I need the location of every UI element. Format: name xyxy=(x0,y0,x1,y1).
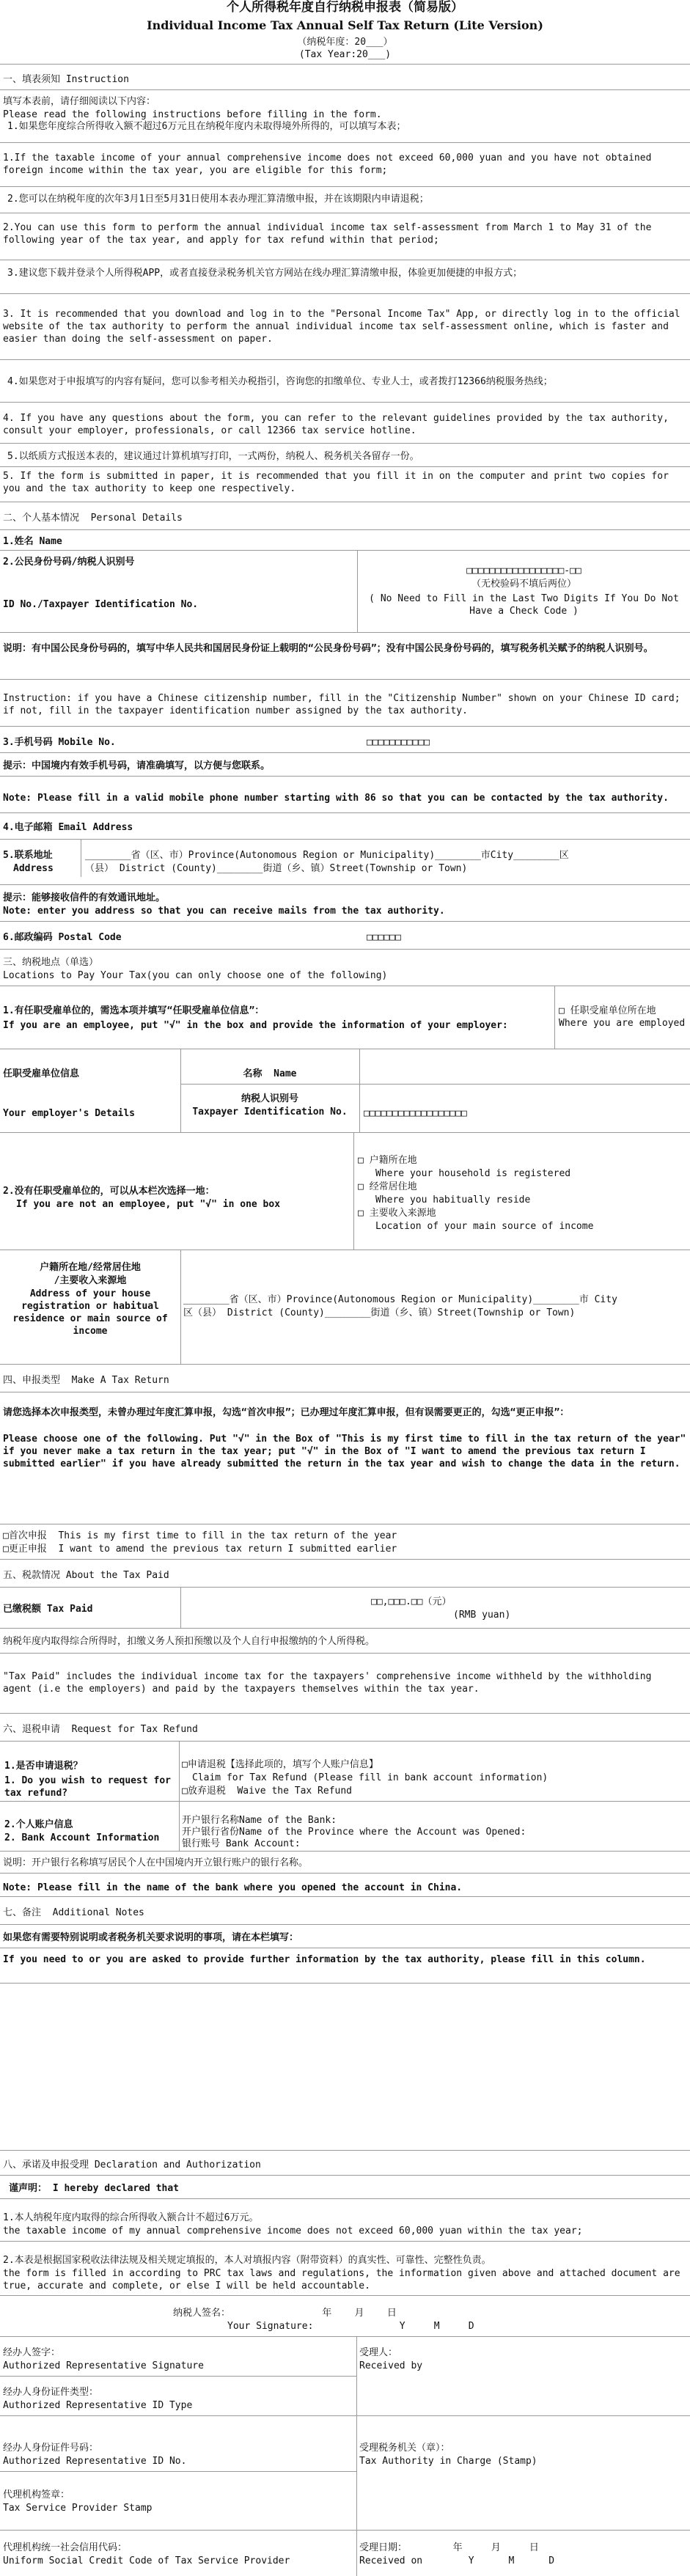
agent-id-no-en: Authorized Representative ID No. xyxy=(3,2456,187,2467)
mobile-label: 3.手机号码 Mobile No. xyxy=(3,737,116,748)
divider xyxy=(0,884,690,885)
household-registered-checkbox[interactable]: □ 户籍所在地 xyxy=(358,1155,417,1166)
divider xyxy=(0,142,690,143)
divider xyxy=(0,632,690,633)
divider xyxy=(0,2530,690,2531)
divider xyxy=(0,89,690,90)
declaration-1-en: the taxable income of my annual comprehensive income does not exceed 60,000 yuan within the tax year; xyxy=(3,2225,583,2236)
agent-id-type-en: Authorized Representative ID Type xyxy=(3,2400,193,2411)
divider xyxy=(353,1132,354,1250)
main-income-source-checkbox[interactable]: □ 主要收入来源地 xyxy=(358,1208,436,1219)
instruction-5-cn: 5.以纸质方式报送本表的，建议通过计算机填写打印，一式两份，纳税人、税务机关各留存一份。 xyxy=(7,451,419,462)
instruction-2-cn: 2.您可以在纳税年度的次年3月1日至5月31日使用本表办理汇算清缴申报，并在该期限内申请退税； xyxy=(7,194,429,205)
divider xyxy=(0,752,690,753)
divider xyxy=(179,1741,180,1851)
divider xyxy=(0,359,690,360)
divider xyxy=(0,529,690,530)
divider xyxy=(357,550,358,632)
bank-account-label-cn: 2.个人账户信息 xyxy=(4,1819,73,1830)
id-number-label-cn: 2.公民身份号码/纳税人识别号 xyxy=(3,557,135,568)
divider xyxy=(0,921,690,922)
divider xyxy=(0,1851,690,1852)
divider xyxy=(0,2198,690,2199)
divider xyxy=(0,1801,690,1802)
section-refund-heading: 六、退税申请 Request for Tax Refund xyxy=(3,1724,198,1735)
receiver-en: Received by xyxy=(359,2360,423,2371)
section-tax-location-heading-en: Locations to Pay Your Tax(you can only choose one of the following) xyxy=(3,970,388,981)
employer-info-label-en: Your employer's Details xyxy=(3,1108,136,1119)
id-number-note-en: ( No Need to Fill in the Last Two Digits If You Do Not Have a Check Code ) xyxy=(369,593,679,617)
declaration-2-cn: 2.本表是根据国家税收法律法规及相关规定填报的，本人对填报内容（附带资料）的真实性、可靠性、完整性负责。 xyxy=(3,2255,491,2266)
tax-paid-desc-en: "Tax Paid" includes the individual income tax for the taxpayers' comprehensive income withheld by the withholding agent (i.e the employers) and paid by the taxpayers themselves within the tax year. xyxy=(3,1671,652,1695)
amend-return-checkbox[interactable]: □更正申报 I want to amend the previous tax return I submitted earlier xyxy=(3,1544,397,1555)
divider xyxy=(0,1873,690,1874)
section-instruction-heading: 一、填表须知 Instruction xyxy=(3,74,129,85)
divider xyxy=(0,726,690,727)
tax-year-cn: （纳税年度：20___） xyxy=(297,37,393,48)
divider xyxy=(0,1628,690,1629)
id-number-label-en: ID No./Taxpayer Identification No. xyxy=(3,599,199,610)
bank-note-cn: 说明：开户银行名称填写居民个人在中国境内开立银行账户的银行名称。 xyxy=(3,1857,309,1868)
mobile-boxes[interactable]: □□□□□□□□□□□ xyxy=(367,737,430,748)
employed-location-checkbox[interactable]: □ 任职受雇单位所在地 Where you are employed xyxy=(559,1005,686,1029)
instruction-5-en: 5. If the form is submitted in paper, it is recommended that you fill it in on the computer and print two copies for you and the tax authority to keep one respectively. xyxy=(3,471,669,494)
divider xyxy=(0,2175,690,2176)
divider xyxy=(0,2376,356,2377)
divider xyxy=(0,2295,690,2296)
claim-refund-checkbox[interactable]: □申请退税【选择此项的，填写个人账户信息】 xyxy=(182,1759,378,1770)
declaration-intro: 谨声明： I hereby declared that xyxy=(9,2183,180,2194)
divider xyxy=(180,1587,181,1628)
postal-code-label: 6.邮政编码 Postal Code xyxy=(3,932,122,943)
divider xyxy=(0,1713,690,1714)
divider xyxy=(0,2415,690,2416)
section-tax-location-heading: 三、纳税地点（单选） xyxy=(3,957,99,968)
address-label-en: Address xyxy=(13,863,54,874)
employer-tin-boxes[interactable]: □□□□□□□□□□□□□□□□□□ xyxy=(364,1108,467,1119)
divider xyxy=(0,466,690,467)
address-label-cn: 5.联系地址 xyxy=(3,850,53,861)
bank-account-field[interactable]: 银行账号 Bank Account: xyxy=(182,1838,301,1849)
address-tip-cn: 提示：能够接收信件的有效通讯地址。 xyxy=(3,892,166,903)
divider xyxy=(0,1559,690,1560)
location-line-1[interactable]: ________省（区、市）Province(Autonomous Region or Municipality)________市 City xyxy=(183,1294,617,1305)
refund-question-en: 1. Do you wish to request for tax refund? xyxy=(4,1775,171,1799)
name-label: 1.姓名 Name xyxy=(3,536,62,547)
tax-year-en: (Tax Year:20___) xyxy=(298,49,392,60)
instruction-2-en: 2.You can use this form to perform the annual individual income tax self-assessment from March 1 to May 31 of the following year of the tax year, and apply for tax refund within that period; xyxy=(3,222,652,246)
habitual-residence-label-en: Where you habitually reside xyxy=(375,1195,531,1206)
declaration-1-cn: 1.本人纳税年度内取得的综合所得收入额合计不超过6万元。 xyxy=(3,2212,259,2223)
claim-refund-label-en: Claim for Tax Refund (Please fill in bank account information) xyxy=(192,1772,548,1783)
divider xyxy=(0,1924,690,1925)
id-number-note-cn: （无校验码不填后两位） xyxy=(471,579,576,590)
location-line-2[interactable]: 区（县） District (County)________街道（乡、镇）Street(Township or Town) xyxy=(183,1307,576,1318)
divider xyxy=(356,2336,357,2576)
divider xyxy=(0,443,690,444)
agency-credit-code-en: Uniform Social Credit Code of Tax Service Provider xyxy=(3,2555,290,2566)
section-personal-details-heading: 二、个人基本情况 Personal Details xyxy=(3,513,183,524)
first-return-checkbox[interactable]: □首次申报 This is my first time to fill in the tax return of the year xyxy=(3,1530,397,1541)
divider xyxy=(180,1250,181,1364)
instruction-4-en: 4. If you have any questions about the form, you can refer to the relevant guidelines provided by the tax authority, consult your employer, professionals, or call 12366 tax service hotline. xyxy=(3,413,669,436)
instruction-4-cn: 4.如果您对于申报填写的内容有疑问，您可以参考相关办税指引，咨询您的扣缴单位、专业人士，或者拨打12366纳税服务热线； xyxy=(7,376,553,387)
location-label-cn-2: /主要收入来源地 xyxy=(54,1275,127,1286)
section-return-type-heading: 四、申报类型 Make A Tax Return xyxy=(3,1375,169,1386)
agency-stamp-en: Tax Service Provider Stamp xyxy=(3,2503,153,2514)
divider xyxy=(0,1741,690,1742)
location-label-cn-1: 户籍所在地/经常居住地 xyxy=(40,1262,141,1273)
notes-desc-en: If you need to or you are asked to provide further information by the tax authority, please fill in this column. xyxy=(3,1954,646,1965)
employer-info-label-cn: 任职受雇单位信息 xyxy=(3,1068,80,1079)
mobile-tip-cn: 提示：中国境内有效手机号码，请准确填写，以方便与您联系。 xyxy=(3,760,271,771)
divider xyxy=(554,986,555,1049)
refund-question-cn: 1.是否申请退税？ xyxy=(4,1761,83,1772)
tax-paid-label: 已缴税额 Tax Paid xyxy=(3,1604,93,1615)
agent-id-type-cn[interactable]: 经办人身份证件类型： xyxy=(3,2387,99,2398)
bank-province-field[interactable]: 开户银行省份Name of the Province where the Account was Opened: xyxy=(182,1827,526,1838)
divider xyxy=(0,2471,356,2472)
divider xyxy=(359,1049,360,1132)
divider xyxy=(180,1084,690,1085)
bank-note-en: Note: Please fill in the name of the bank where you opened the account in China. xyxy=(3,1882,463,1893)
mobile-note-en: Note: Please fill in a valid mobile phone number starting with 86 so that you can be contacted by the tax authority. xyxy=(3,793,669,804)
taxpayer-signature-en: Your Signature: Y M D xyxy=(227,2321,474,2332)
household-registered-label-en: Where your household is registered xyxy=(375,1168,571,1179)
divider xyxy=(0,402,690,403)
employer-name-label: 名称 Name xyxy=(243,1068,297,1079)
form-title-cn: 个人所得税年度自行纳税申报表（简易版） xyxy=(227,0,463,15)
id-instruction-en: Instruction: if you have a Chinese citizenship number, fill in the "Citizenship Number" shown on your Chinese ID card; if not, fill in the taxpayer identification number assigned by the tax authority. xyxy=(3,693,680,716)
bank-name-field[interactable]: 开户银行名称Name of the Bank: xyxy=(182,1815,337,1826)
instruction-3-cn: 3.建议您下载并登录个人所得税APP，或者直接登录税务机关官方网站在线办理汇算清缴申报，体验更加便捷的申报方式； xyxy=(7,268,523,279)
divider xyxy=(0,949,690,950)
id-instruction-cn: 说明：有中国公民身份号码的，填写中华人民共和国居民身份证上载明的“公民身份号码”；没有中国公民身份号码的，填写税务机关赋予的纳税人识别号。 xyxy=(3,643,653,654)
address-line-1[interactable]: ________省（区、市）Province(Autonomous Region or Municipality)________市City________区 xyxy=(85,850,569,861)
instruction-intro-en: Please read the following instructions before filling in the form. xyxy=(3,109,382,120)
address-line-2[interactable]: （县） District (County)________街道（乡、镇）Street(Township or Town) xyxy=(85,863,468,874)
divider xyxy=(0,186,690,187)
divider xyxy=(0,1132,690,1133)
habitual-residence-checkbox[interactable]: □ 经常居住地 xyxy=(358,1181,417,1192)
section-tax-paid-heading: 五、税款情况 About the Tax Paid xyxy=(3,1570,169,1581)
tax-authority-stamp-en: Tax Authority in Charge (Stamp) xyxy=(359,2456,537,2467)
tax-paid-unit: (RMB yuan) xyxy=(453,1610,511,1621)
return-type-desc-cn: 请您选择本次申报类型，未曾办理过年度汇算申报，勾选“首次申报”；已办理过年度汇算申报，但有误需要更正的，勾选“更正申报”： xyxy=(3,1407,570,1418)
instruction-3-en: 3. It is recommended that you download and log in to the "Personal Income Tax" App, or directly log in to the official website of the tax authority to perform the annual individual income tax self-assessment online, which is faster and easier than doing the self-assessment on paper. xyxy=(3,309,680,345)
divider xyxy=(0,550,690,551)
tax-authority-stamp-cn[interactable]: 受理税务机关（章）： xyxy=(359,2443,450,2454)
notes-desc-cn: 如果您有需要特别说明或者税务机关要求说明的事项，请在本栏填写： xyxy=(3,1932,299,1943)
form-title-en: Individual Income Tax Annual Self Tax Return (Lite Version) xyxy=(147,18,543,32)
postal-code-boxes[interactable]: □□□□□□ xyxy=(367,932,401,943)
bank-account-label-en: 2. Bank Account Information xyxy=(4,1832,160,1843)
divider xyxy=(180,1049,181,1132)
divider xyxy=(0,1896,690,1897)
receiver-cn[interactable]: 受理人： xyxy=(359,2347,398,2358)
divider xyxy=(0,1653,690,1654)
address-note-en: Note: enter you address so that you can receive mails from the tax authority. xyxy=(3,906,445,917)
non-employee-question-en: If you are not an employee, put "√" in one box xyxy=(16,1199,281,1210)
declaration-2-en: the form is filled in according to PRC tax laws and regulations, the information given above and attached document are true, accurate and complete, or else I will be held accountable. xyxy=(3,2268,680,2291)
divider xyxy=(0,2150,690,2151)
email-label: 4.电子邮箱 Email Address xyxy=(3,822,133,833)
section-declaration-heading: 八、承诺及申报受理 Declaration and Authorization xyxy=(3,2159,261,2170)
agency-stamp-cn[interactable]: 代理机构签章： xyxy=(3,2489,70,2500)
tax-paid-desc-cn: 纳税年度内取得综合所得时，扣缴义务人预扣预缴以及个人自行申报缴纳的个人所得税。 xyxy=(3,1636,375,1647)
divider xyxy=(0,1364,690,1365)
divider xyxy=(0,2336,690,2337)
received-date-en: Received on Y M D xyxy=(359,2555,555,2566)
taxpayer-signature-cn[interactable]: 纳税人签名： 年 月 日 xyxy=(173,2308,397,2319)
employee-question-en: If you are an employee, put "√" in the box and provide the information of your employer: xyxy=(3,1020,508,1031)
waive-refund-checkbox[interactable]: □放弃退税 Waive the Tax Refund xyxy=(182,1786,353,1797)
divider xyxy=(0,839,690,840)
main-income-source-label-en: Location of your main source of income xyxy=(375,1221,594,1232)
divider xyxy=(0,293,690,294)
employer-tin-label-en: Taxpayer Identification No. xyxy=(192,1107,348,1118)
instruction-intro-cn: 填写本表前，请仔细阅读以下内容： xyxy=(3,96,156,107)
employer-tin-label-cn: 纳税人识别号 xyxy=(241,1093,298,1104)
return-type-desc-en: Please choose one of the following. Put "√" in the Box of "This is my first time to fill in the tax return of the year" if you never make a tax return in the tax year; put "√" in the Box of "I want to amend the previous tax return I submitted earlier" if you have already submitted the return in the tax year and wish to change the data in the return. xyxy=(3,1434,686,1469)
instruction-1-en: 1.If the taxable income of your annual comprehensive income does not exceed 60,000 yuan and you have not obtained foreign income within the tax year, you are eligible for this form; xyxy=(3,153,652,176)
agent-id-no-cn[interactable]: 经办人身份证件号码： xyxy=(3,2443,99,2454)
location-label-en: Address of your house registration or habitual residence or main source of income xyxy=(12,1288,168,1337)
divider xyxy=(0,64,690,65)
divider xyxy=(0,2241,690,2242)
additional-notes-area[interactable] xyxy=(0,1984,690,2149)
divider xyxy=(0,1587,690,1588)
section-notes-heading: 七、备注 Additional Notes xyxy=(3,1907,144,1918)
instruction-1-cn: 1.如果您年度综合所得收入额不超过6万元且在纳税年度内未取得境外所得的，可以填写本表； xyxy=(7,121,406,132)
agent-signature-cn[interactable]: 经办人签字： xyxy=(3,2347,61,2358)
employee-question-cn: 1.有任职受雇单位的，需选本项并填写“任职受雇单位信息”： xyxy=(3,1005,265,1016)
divider xyxy=(0,679,690,680)
agency-credit-code-cn[interactable]: 代理机构统一社会信用代码： xyxy=(3,2542,128,2553)
tax-paid-amount[interactable]: □□,□□□.□□（元） xyxy=(371,1596,452,1607)
received-date-cn[interactable]: 受理日期： 年 月 日 xyxy=(359,2542,539,2553)
agent-signature-en: Authorized Representative Signature xyxy=(3,2360,204,2371)
divider xyxy=(0,776,690,777)
non-employee-question-cn: 2.没有任职受雇单位的，可以从本栏次选择一地： xyxy=(3,1186,215,1197)
divider xyxy=(0,812,690,813)
id-number-boxes[interactable]: □□□□□□□□□□□□□□□□□-□□ xyxy=(466,565,581,576)
